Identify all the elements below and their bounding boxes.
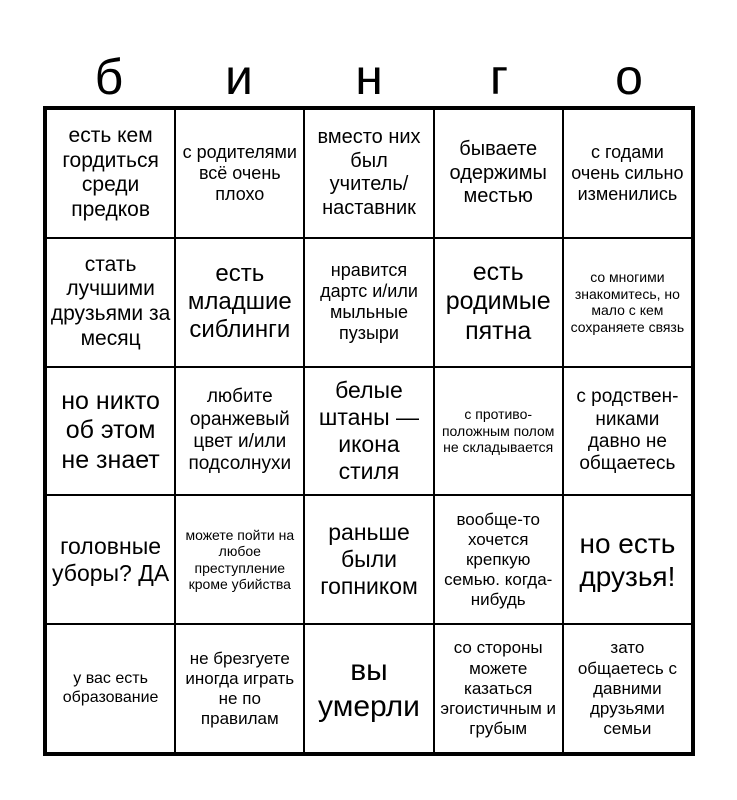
bingo-cell[interactable]: раньше были гопником bbox=[304, 495, 433, 624]
bingo-cell[interactable]: вообще-то хочется крепкую семью. когда-нибудь bbox=[434, 495, 563, 624]
bingo-cell[interactable]: белые штаны — икона стиля bbox=[304, 367, 433, 496]
bingo-cell[interactable]: нравится дартс и/или мыльные пузыри bbox=[304, 238, 433, 367]
bingo-cell[interactable]: бываете одержимы местью bbox=[434, 109, 563, 238]
bingo-cell[interactable]: у вас есть образование bbox=[46, 624, 175, 753]
bingo-cell[interactable]: есть родимые пятна bbox=[434, 238, 563, 367]
header-letter-o: о bbox=[615, 49, 643, 105]
bingo-cell[interactable]: вы умерли bbox=[304, 624, 433, 753]
bingo-cell[interactable]: любите оранжевый цвет и/или подсолнухи bbox=[175, 367, 304, 496]
header-letter-g: г bbox=[489, 49, 509, 105]
bingo-cell[interactable]: есть младшие сиблинги bbox=[175, 238, 304, 367]
bingo-cell[interactable]: с родствен-никами давно не общаетесь bbox=[563, 367, 692, 496]
bingo-cell[interactable]: зато общаетесь с давними друзьями семьи bbox=[563, 624, 692, 753]
bingo-cell[interactable]: можете пойти на любое преступление кроме убийства bbox=[175, 495, 304, 624]
bingo-cell[interactable]: но никто об этом не знает bbox=[46, 367, 175, 496]
bingo-header bbox=[44, 48, 694, 106]
bingo-cell[interactable]: с противо-положным полом не складывается bbox=[434, 367, 563, 496]
header-letter-i: и bbox=[225, 49, 253, 105]
bingo-cell[interactable]: с родителями всё очень плохо bbox=[175, 109, 304, 238]
header-letter-b: б bbox=[94, 49, 124, 105]
bingo-cell[interactable]: со стороны можете казаться эгоистичным и грубым bbox=[434, 624, 563, 753]
bingo-cell[interactable]: но есть друзья! bbox=[563, 495, 692, 624]
bingo-cell[interactable]: есть кем гордиться среди предков bbox=[46, 109, 175, 238]
header-letter-n: н bbox=[355, 49, 383, 105]
bingo-grid bbox=[43, 106, 695, 756]
bingo-cell[interactable]: вместо них был учитель/ наставник bbox=[304, 109, 433, 238]
bingo-cell[interactable]: стать лучшими друзьями за месяц bbox=[46, 238, 175, 367]
bingo-cell[interactable]: не брезгуете иногда играть не по правилам bbox=[175, 624, 304, 753]
bingo-cell[interactable]: с годами очень сильно изменились bbox=[563, 109, 692, 238]
bingo-cell[interactable]: головные уборы? ДА bbox=[46, 495, 175, 624]
bingo-cell[interactable]: со многими знакомитесь, но мало с кем сохраняете связь bbox=[563, 238, 692, 367]
